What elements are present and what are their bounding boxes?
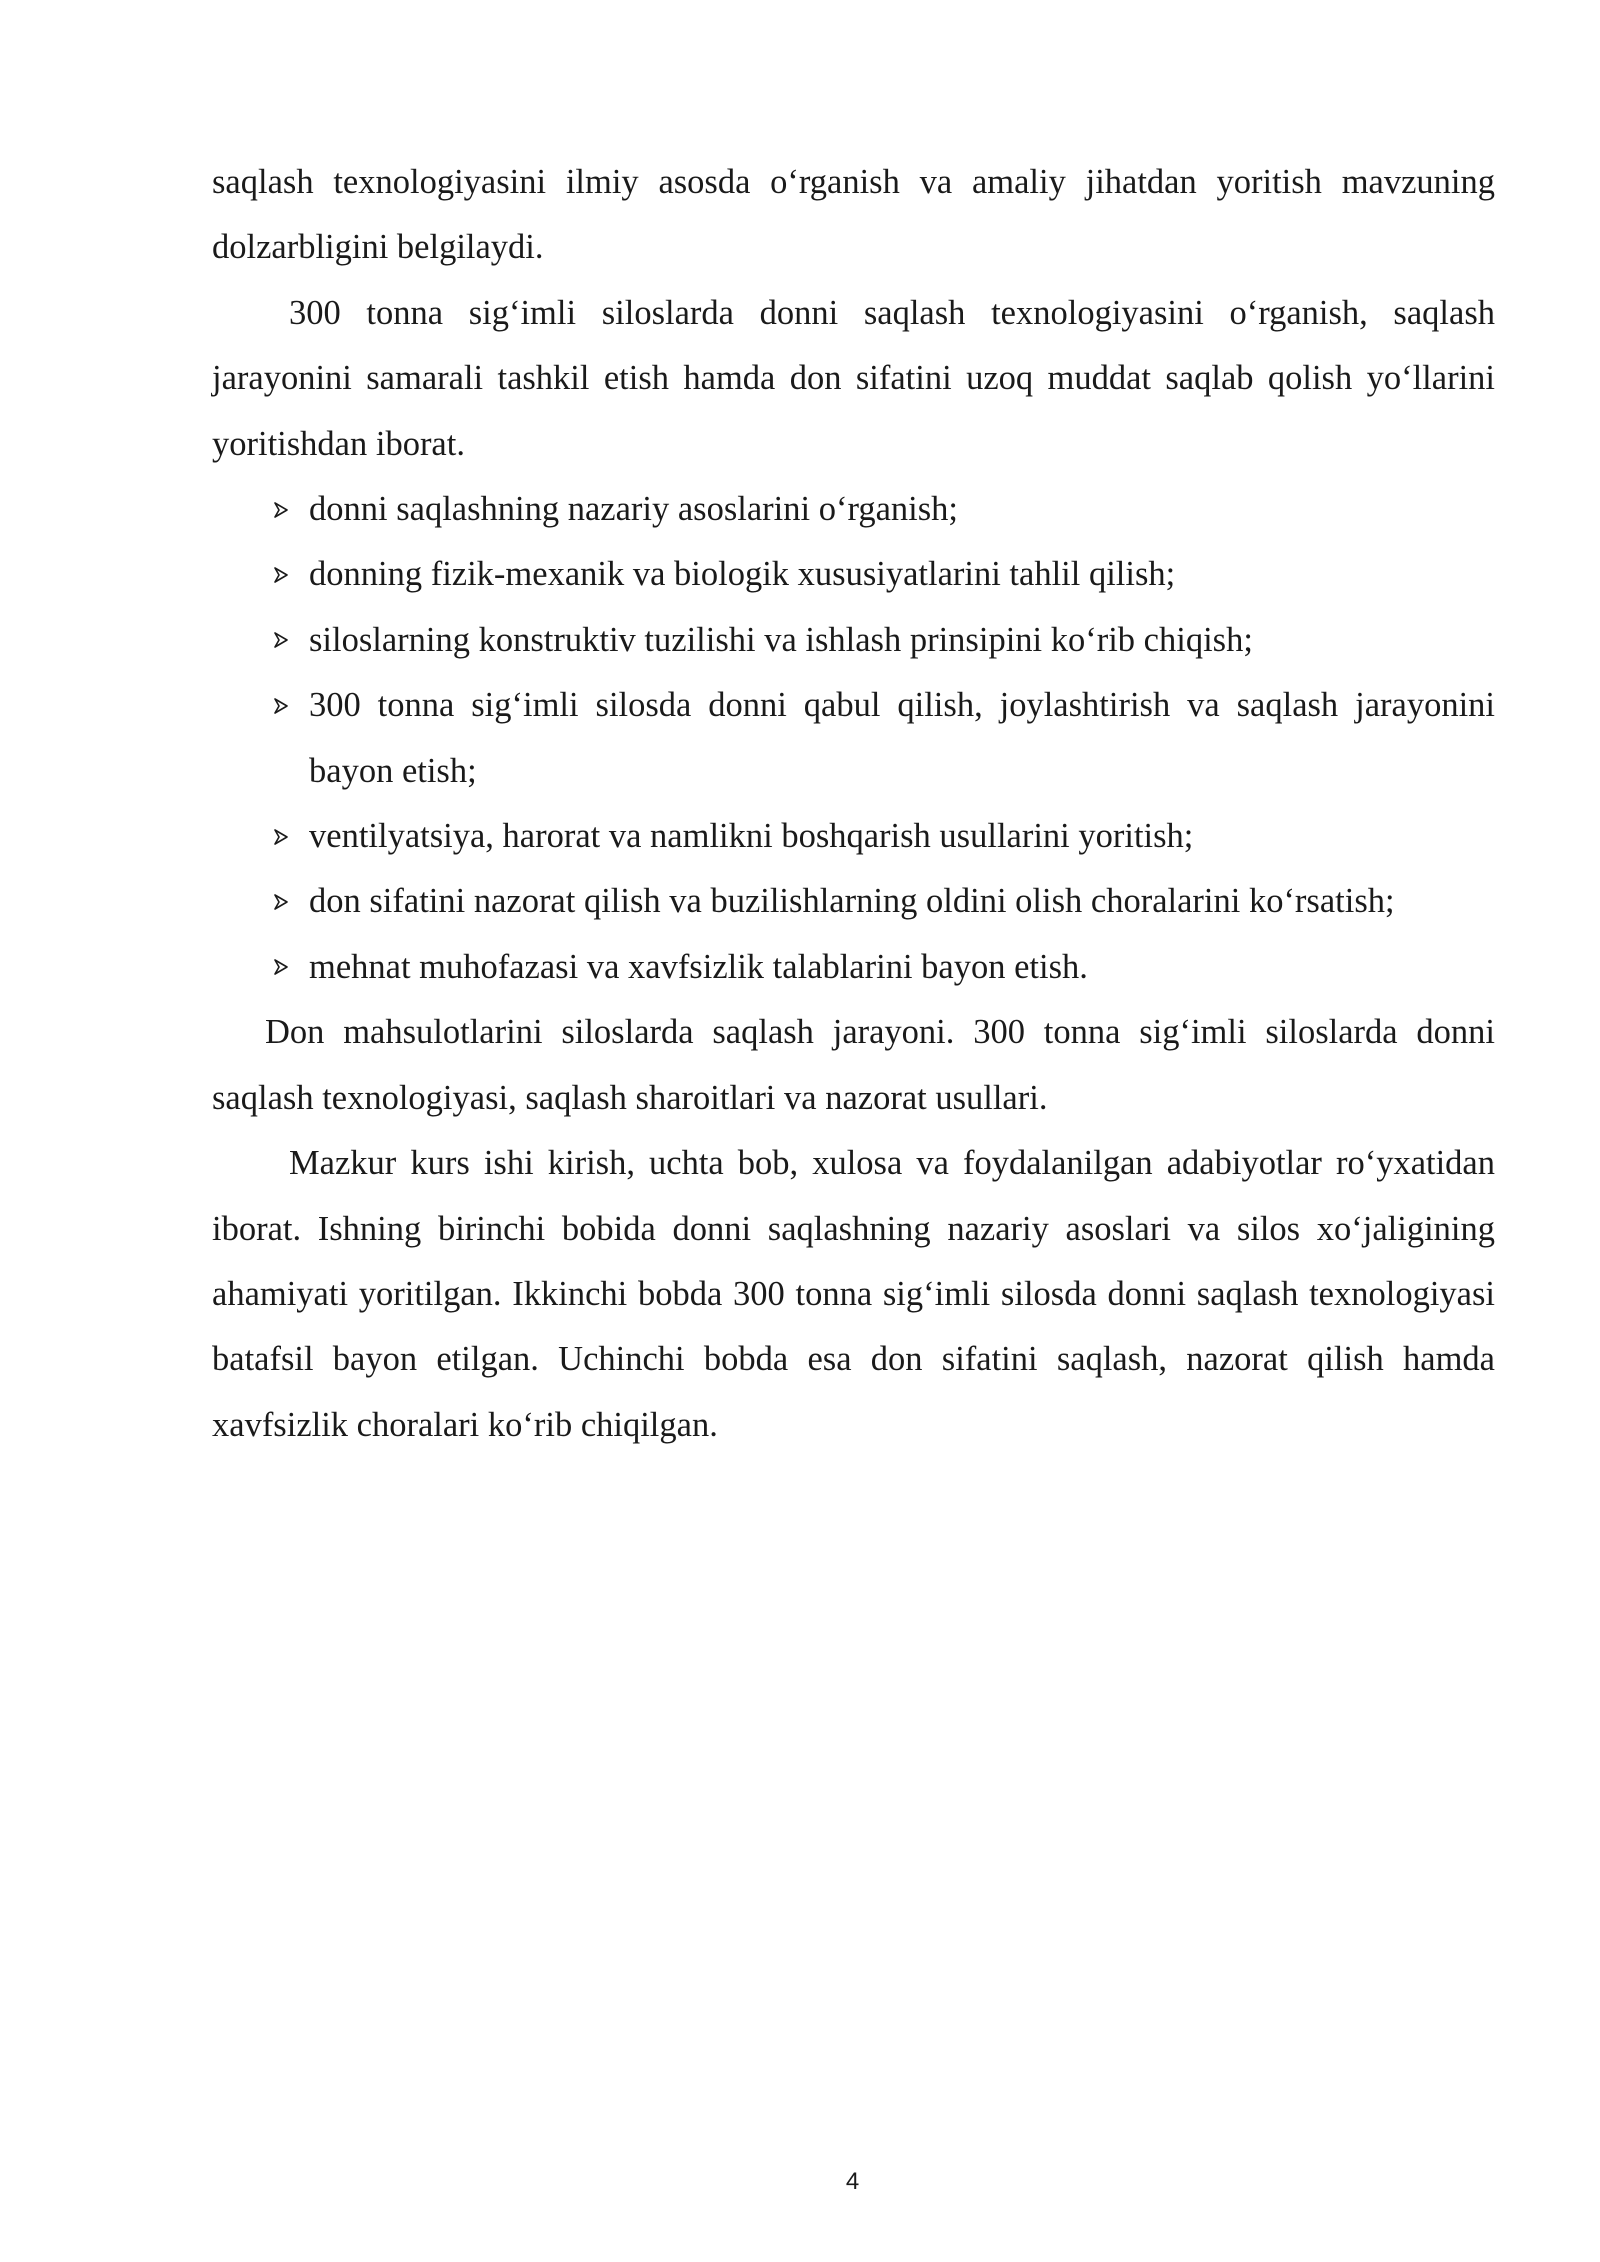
- list-item-text: mehnat muhofazasi va xavfsizlik talablarini bayon etish.: [309, 947, 1088, 986]
- arrowhead-bullet-icon: [269, 869, 293, 934]
- list-item-text: 300 tonna sig‘imli silosda donni qabul qilish, joylashtirish va saqlash jarayonini bayon etish;: [309, 686, 1495, 790]
- arrowhead-bullet-icon: [269, 935, 293, 1000]
- task-list: [212, 477, 1495, 1000]
- paragraph-purpose: 300 tonna sig‘imli siloslarda donni saqlash texnologiyasini o‘rganish, saqlash jarayonini samarali tashkil etish hamda don sifatini uzoq muddat saqlab qolish yo‘llarini yoritishdan iborat.: [212, 293, 1495, 463]
- list-item: [309, 935, 1495, 1000]
- page-body: [212, 150, 1495, 1458]
- list-item: [309, 869, 1495, 934]
- list-item-text: ventilyatsiya, harorat va namlikni boshqarish usullarini yoritish;: [309, 817, 1194, 856]
- list-item: [309, 804, 1495, 869]
- list-item: [309, 542, 1495, 607]
- arrowhead-bullet-icon: [269, 542, 293, 607]
- list-item: [309, 608, 1495, 673]
- arrowhead-bullet-icon: [269, 673, 293, 738]
- list-item-text: donning fizik-mexanik va biologik xususiyatlarini tahlil qilish;: [309, 555, 1176, 594]
- paragraph-structure: Mazkur kurs ishi kirish, uchta bob, xulosa va foydalanilgan adabiyotlar ro‘yxatidan iborat. Ishning birinchi bobida donni saqlashning nazariy asoslari va silos xo‘jaligining ahamiyati yoritilgan. Ikkinchi bobda 300 tonna sig‘imli silosda donni saqlash texnologiyasi batafsil bayon etilgan. Uchinchi bobda esa don sifatini saqlash, nazorat qilish hamda xavfsizlik choralari ko‘rib chiqilgan.: [212, 1144, 1495, 1444]
- list-item-text: siloslarning konstruktiv tuzilishi va ishlash prinsipini ko‘rib chiqish;: [309, 620, 1253, 659]
- list-item: [309, 477, 1495, 542]
- arrowhead-bullet-icon: [269, 804, 293, 869]
- list-item-text: donni saqlashning nazariy asoslarini o‘rganish;: [309, 490, 958, 529]
- arrowhead-bullet-icon: [269, 608, 293, 673]
- list-item: [309, 673, 1495, 804]
- paragraph-intro: saqlash texnologiyasini ilmiy asosda o‘rganish va amaliy jihatdan yoritish mavzuning dolzarbligini belgilaydi.: [212, 163, 1495, 267]
- page-number: 4: [845, 2168, 860, 2195]
- list-item-text: don sifatini nazorat qilish va buzilishlarning oldini olish choralarini ko‘rsatish;: [309, 882, 1395, 921]
- arrowhead-bullet-icon: [269, 477, 293, 542]
- paragraph-process: Don mahsulotlarini siloslarda saqlash jarayoni. 300 tonna sig‘imli siloslarda donni saqlash texnologiyasi, saqlash sharoitlari va nazorat usullari.: [212, 1013, 1495, 1117]
